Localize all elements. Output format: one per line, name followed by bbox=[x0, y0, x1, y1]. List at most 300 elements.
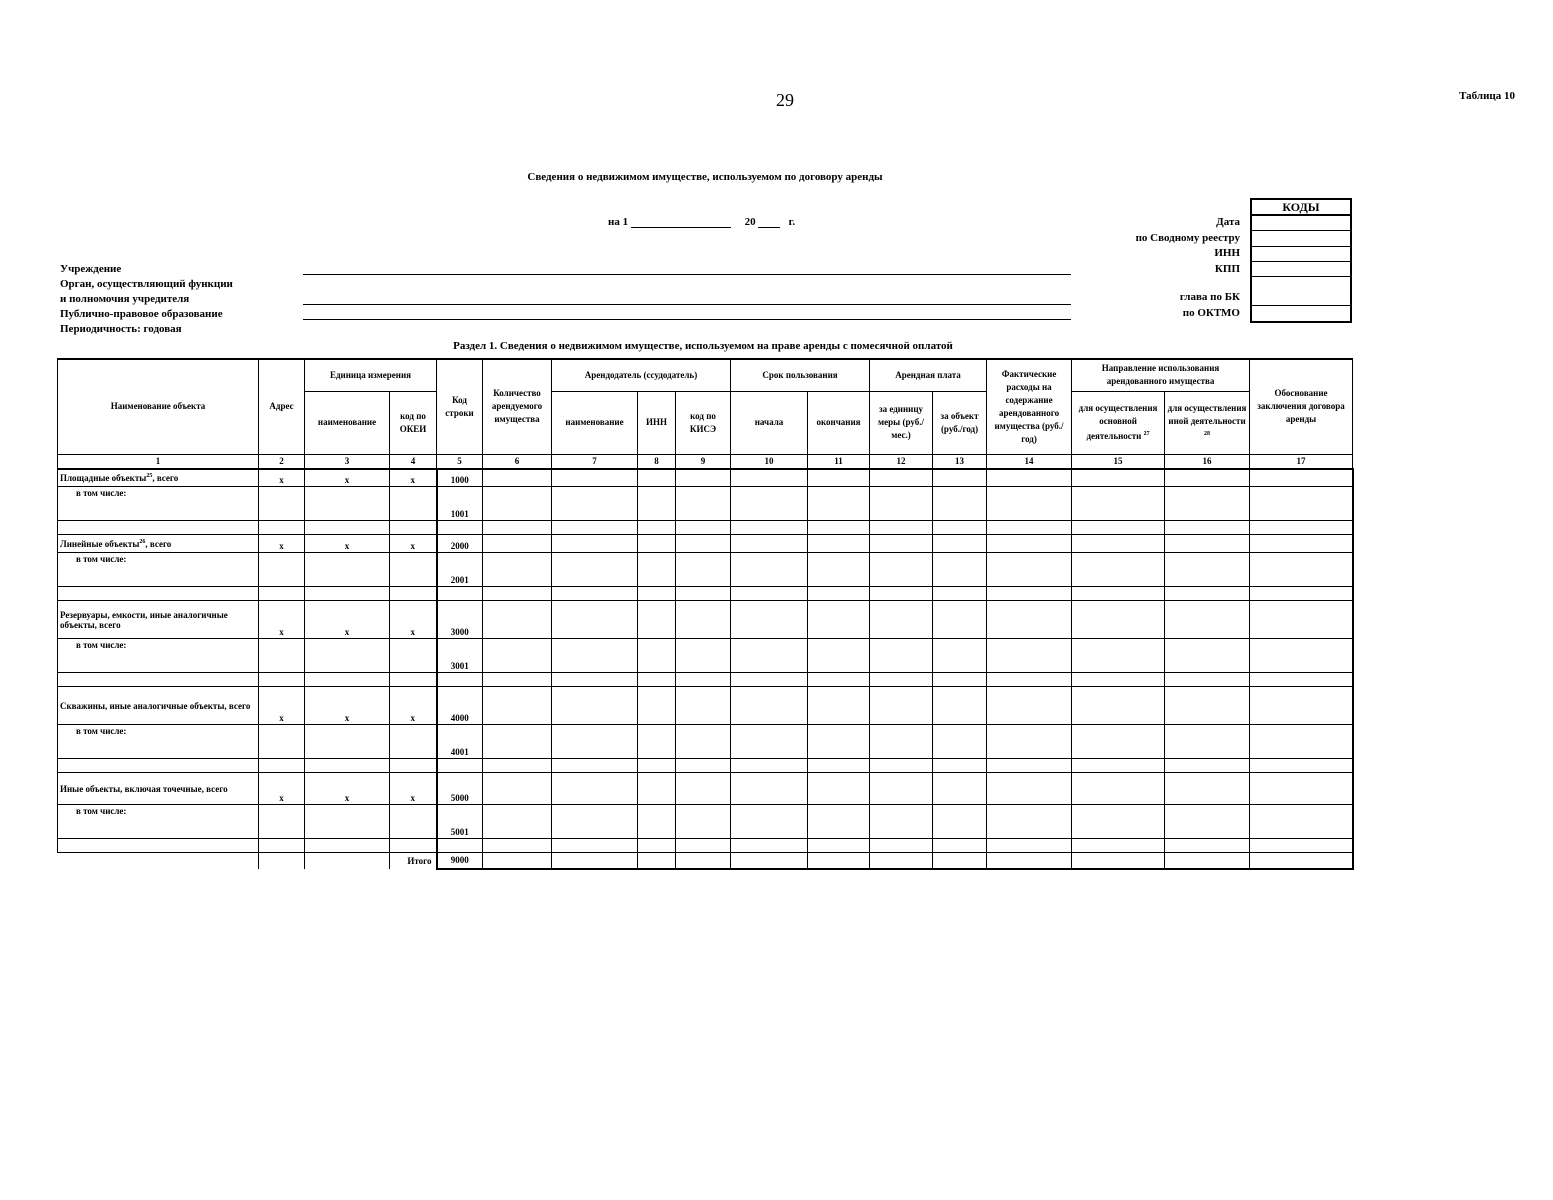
data-cell[interactable] bbox=[870, 773, 933, 805]
label-kpp: КПП bbox=[1214, 262, 1240, 275]
label-registry: по Сводному реестру bbox=[1135, 231, 1240, 244]
line-code: 1000 bbox=[437, 469, 483, 487]
line-code: 4001 bbox=[437, 725, 483, 759]
data-cell[interactable] bbox=[1250, 853, 1353, 869]
data-cell[interactable] bbox=[259, 553, 305, 587]
data-cell[interactable] bbox=[676, 535, 731, 553]
unit-name-x: x bbox=[305, 601, 390, 639]
data-cell[interactable] bbox=[870, 469, 933, 487]
data-cell[interactable] bbox=[638, 687, 676, 725]
data-cell[interactable] bbox=[870, 759, 933, 773]
data-cell[interactable] bbox=[933, 805, 987, 839]
data-cell[interactable] bbox=[638, 639, 676, 673]
data-cell[interactable] bbox=[808, 687, 870, 725]
data-cell[interactable] bbox=[305, 725, 390, 759]
data-cell[interactable] bbox=[483, 521, 552, 535]
data-cell[interactable] bbox=[1165, 853, 1250, 869]
data-cell[interactable] bbox=[1250, 553, 1353, 587]
data-cell[interactable] bbox=[933, 725, 987, 759]
data-cell[interactable] bbox=[483, 725, 552, 759]
data-cell[interactable] bbox=[1072, 853, 1165, 869]
group-name: Площадные объекты$^{25}$, всего bbox=[58, 469, 259, 487]
data-cell[interactable] bbox=[933, 853, 987, 869]
line-code: 5001 bbox=[437, 805, 483, 839]
data-cell[interactable] bbox=[1165, 553, 1250, 587]
data-cell[interactable] bbox=[933, 587, 987, 601]
data-cell[interactable] bbox=[870, 553, 933, 587]
data-cell[interactable] bbox=[933, 487, 987, 521]
data-cell[interactable] bbox=[552, 773, 638, 805]
data-cell[interactable] bbox=[676, 773, 731, 805]
data-cell[interactable] bbox=[259, 725, 305, 759]
column-number: 7 bbox=[552, 454, 638, 469]
data-cell[interactable] bbox=[731, 535, 808, 553]
data-cell[interactable] bbox=[870, 839, 933, 853]
group-row bbox=[58, 687, 1353, 725]
data-cell[interactable] bbox=[933, 521, 987, 535]
data-cell[interactable] bbox=[676, 673, 731, 687]
data-cell[interactable] bbox=[552, 853, 638, 869]
data-cell[interactable] bbox=[437, 587, 483, 601]
column-number: 13 bbox=[933, 454, 987, 469]
header-inn: ИНН bbox=[638, 391, 676, 454]
data-cell[interactable] bbox=[1072, 535, 1165, 553]
data-cell[interactable] bbox=[808, 587, 870, 601]
data-cell[interactable] bbox=[552, 487, 638, 521]
data-cell[interactable] bbox=[731, 601, 808, 639]
data-cell[interactable] bbox=[58, 673, 259, 687]
data-cell[interactable] bbox=[58, 839, 259, 853]
group-row bbox=[58, 469, 1353, 487]
data-cell[interactable] bbox=[1250, 759, 1353, 773]
data-cell[interactable] bbox=[1250, 725, 1353, 759]
code-registry-cell[interactable] bbox=[1252, 231, 1350, 247]
data-cell[interactable] bbox=[676, 853, 731, 869]
data-cell[interactable] bbox=[1072, 839, 1165, 853]
data-cell[interactable] bbox=[638, 601, 676, 639]
data-cell[interactable] bbox=[483, 469, 552, 487]
data-cell[interactable] bbox=[1072, 553, 1165, 587]
data-cell[interactable] bbox=[933, 673, 987, 687]
data-cell[interactable] bbox=[552, 469, 638, 487]
data-cell[interactable] bbox=[552, 587, 638, 601]
data-cell[interactable] bbox=[638, 553, 676, 587]
data-cell[interactable] bbox=[987, 805, 1072, 839]
data-cell[interactable] bbox=[1072, 587, 1165, 601]
data-cell[interactable] bbox=[808, 601, 870, 639]
data-cell[interactable] bbox=[259, 521, 305, 535]
data-cell[interactable] bbox=[1165, 805, 1250, 839]
subgroup-row bbox=[58, 725, 1353, 759]
data-cell[interactable] bbox=[552, 639, 638, 673]
data-cell[interactable] bbox=[305, 839, 390, 853]
data-cell[interactable] bbox=[1165, 639, 1250, 673]
data-cell[interactable] bbox=[1250, 521, 1353, 535]
data-cell[interactable] bbox=[305, 553, 390, 587]
data-cell[interactable] bbox=[1072, 601, 1165, 639]
data-cell[interactable] bbox=[676, 553, 731, 587]
data-cell[interactable] bbox=[305, 759, 390, 773]
data-cell[interactable] bbox=[1165, 535, 1250, 553]
data-cell[interactable] bbox=[305, 487, 390, 521]
address-x: x bbox=[259, 687, 305, 725]
data-cell[interactable] bbox=[259, 673, 305, 687]
header-quantity: Количество арендуемого имущества bbox=[483, 359, 552, 454]
data-cell[interactable] bbox=[1072, 639, 1165, 673]
data-cell[interactable] bbox=[870, 521, 933, 535]
lease-property-table bbox=[57, 358, 1354, 870]
data-cell[interactable] bbox=[731, 725, 808, 759]
data-cell[interactable] bbox=[731, 839, 808, 853]
data-cell[interactable] bbox=[1072, 759, 1165, 773]
data-cell[interactable] bbox=[638, 535, 676, 553]
unit-code-x: x bbox=[390, 773, 437, 805]
data-cell[interactable] bbox=[987, 469, 1072, 487]
data-cell[interactable] bbox=[731, 773, 808, 805]
data-cell[interactable] bbox=[676, 759, 731, 773]
data-cell[interactable] bbox=[933, 687, 987, 725]
data-cell[interactable] bbox=[731, 487, 808, 521]
data-cell[interactable] bbox=[1072, 487, 1165, 521]
data-cell[interactable] bbox=[483, 673, 552, 687]
data-cell[interactable] bbox=[638, 853, 676, 869]
data-cell[interactable] bbox=[808, 725, 870, 759]
data-cell[interactable] bbox=[731, 759, 808, 773]
data-cell[interactable] bbox=[808, 487, 870, 521]
group-name: Иные объекты, включая точечные, всего bbox=[58, 773, 259, 805]
data-cell[interactable] bbox=[1250, 535, 1353, 553]
data-cell[interactable] bbox=[638, 587, 676, 601]
data-cell[interactable] bbox=[1250, 487, 1353, 521]
data-cell[interactable] bbox=[987, 587, 1072, 601]
unit-code-x: x bbox=[390, 535, 437, 553]
data-cell[interactable] bbox=[987, 601, 1072, 639]
data-cell[interactable] bbox=[1250, 601, 1353, 639]
header-right-labels bbox=[1136, 215, 1240, 321]
data-cell[interactable] bbox=[987, 639, 1072, 673]
data-cell[interactable] bbox=[58, 759, 259, 773]
data-cell[interactable] bbox=[870, 535, 933, 553]
data-cell[interactable] bbox=[437, 673, 483, 687]
data-cell[interactable] bbox=[933, 759, 987, 773]
data-cell[interactable] bbox=[676, 601, 731, 639]
data-cell[interactable] bbox=[870, 639, 933, 673]
data-cell[interactable] bbox=[808, 469, 870, 487]
data-cell[interactable] bbox=[987, 535, 1072, 553]
data-cell[interactable] bbox=[987, 487, 1072, 521]
data-cell[interactable] bbox=[1165, 687, 1250, 725]
data-cell[interactable] bbox=[808, 553, 870, 587]
header-rent: Арендная плата bbox=[870, 359, 987, 391]
data-cell[interactable] bbox=[483, 687, 552, 725]
data-cell[interactable] bbox=[390, 487, 437, 521]
data-cell[interactable] bbox=[1165, 587, 1250, 601]
date-prefix: на 1 bbox=[608, 216, 629, 228]
data-cell[interactable] bbox=[483, 639, 552, 673]
data-cell[interactable] bbox=[638, 673, 676, 687]
data-cell[interactable] bbox=[58, 521, 259, 535]
line-code: 3001 bbox=[437, 639, 483, 673]
data-cell[interactable] bbox=[987, 773, 1072, 805]
subgroup-label: в том числе: bbox=[58, 487, 259, 521]
data-cell[interactable] bbox=[933, 839, 987, 853]
data-cell[interactable] bbox=[1072, 521, 1165, 535]
data-cell[interactable] bbox=[638, 521, 676, 535]
group-name: Скважины, иные аналогичные объекты, всего bbox=[58, 687, 259, 725]
data-cell[interactable] bbox=[1250, 687, 1353, 725]
data-cell[interactable] bbox=[305, 639, 390, 673]
column-number: 10 bbox=[731, 454, 808, 469]
data-cell[interactable] bbox=[1165, 773, 1250, 805]
data-cell[interactable] bbox=[676, 587, 731, 601]
data-cell[interactable] bbox=[870, 601, 933, 639]
code-budget-chapter-cell[interactable] bbox=[1252, 277, 1350, 306]
column-number: 17 bbox=[1250, 454, 1353, 469]
header-rent-object: за объект (руб./год) bbox=[933, 391, 987, 454]
data-cell[interactable] bbox=[1165, 487, 1250, 521]
line-code: 4000 bbox=[437, 687, 483, 725]
data-cell[interactable] bbox=[1072, 725, 1165, 759]
data-cell[interactable] bbox=[1250, 587, 1353, 601]
header-object-name: Наименование объекта bbox=[58, 359, 259, 454]
data-cell[interactable] bbox=[987, 759, 1072, 773]
public-entity-fill-line[interactable] bbox=[303, 319, 1071, 320]
data-cell[interactable] bbox=[987, 553, 1072, 587]
data-cell[interactable] bbox=[808, 839, 870, 853]
data-cell[interactable] bbox=[870, 805, 933, 839]
data-cell[interactable] bbox=[1072, 805, 1165, 839]
data-cell[interactable] bbox=[1165, 673, 1250, 687]
data-cell[interactable] bbox=[305, 673, 390, 687]
data-cell[interactable] bbox=[731, 639, 808, 673]
data-cell[interactable] bbox=[638, 773, 676, 805]
page-number: 29 bbox=[776, 90, 794, 110]
data-cell[interactable] bbox=[987, 521, 1072, 535]
data-cell[interactable] bbox=[437, 839, 483, 853]
line-code: 2000 bbox=[437, 535, 483, 553]
data-cell[interactable] bbox=[552, 601, 638, 639]
data-cell[interactable] bbox=[483, 487, 552, 521]
data-cell[interactable] bbox=[1250, 639, 1353, 673]
address-x: x bbox=[259, 601, 305, 639]
subgroup-row bbox=[58, 805, 1353, 839]
data-cell[interactable] bbox=[305, 521, 390, 535]
data-cell[interactable] bbox=[1072, 673, 1165, 687]
data-cell[interactable] bbox=[638, 487, 676, 521]
data-cell[interactable] bbox=[552, 759, 638, 773]
data-cell[interactable] bbox=[870, 853, 933, 869]
total-row bbox=[58, 853, 1353, 869]
data-cell[interactable] bbox=[1072, 773, 1165, 805]
data-cell[interactable] bbox=[552, 839, 638, 853]
code-inn-cell[interactable] bbox=[1252, 247, 1350, 262]
data-cell[interactable] bbox=[483, 773, 552, 805]
data-cell[interactable] bbox=[731, 687, 808, 725]
data-cell[interactable] bbox=[58, 587, 259, 601]
data-cell[interactable] bbox=[390, 805, 437, 839]
institution-fill-line[interactable] bbox=[303, 274, 1071, 275]
data-cell[interactable] bbox=[987, 687, 1072, 725]
data-cell[interactable] bbox=[933, 601, 987, 639]
data-cell[interactable] bbox=[870, 673, 933, 687]
data-cell[interactable] bbox=[638, 759, 676, 773]
label-date: Дата bbox=[1216, 216, 1240, 228]
data-cell[interactable] bbox=[676, 487, 731, 521]
data-cell[interactable] bbox=[483, 587, 552, 601]
data-cell[interactable] bbox=[1165, 521, 1250, 535]
column-number: 15 bbox=[1072, 454, 1165, 469]
data-cell[interactable] bbox=[1072, 687, 1165, 725]
data-cell[interactable] bbox=[483, 839, 552, 853]
data-cell[interactable] bbox=[870, 587, 933, 601]
data-cell[interactable] bbox=[808, 639, 870, 673]
data-cell[interactable] bbox=[638, 805, 676, 839]
data-cell[interactable] bbox=[390, 639, 437, 673]
data-cell[interactable] bbox=[808, 521, 870, 535]
code-oktmo-cell[interactable] bbox=[1252, 306, 1350, 321]
code-date-cell[interactable] bbox=[1252, 216, 1350, 231]
data-cell[interactable] bbox=[870, 725, 933, 759]
data-cell[interactable] bbox=[870, 487, 933, 521]
data-cell[interactable] bbox=[259, 639, 305, 673]
data-cell[interactable] bbox=[676, 687, 731, 725]
data-cell[interactable] bbox=[552, 805, 638, 839]
data-cell[interactable] bbox=[437, 759, 483, 773]
data-cell[interactable] bbox=[259, 805, 305, 839]
data-cell[interactable] bbox=[552, 535, 638, 553]
data-cell[interactable] bbox=[676, 469, 731, 487]
header-lessor: Арендодатель (ссудодатель) bbox=[552, 359, 731, 391]
data-cell[interactable] bbox=[483, 553, 552, 587]
date-blank[interactable] bbox=[631, 215, 731, 228]
report-date-line bbox=[608, 215, 795, 228]
data-cell[interactable] bbox=[483, 601, 552, 639]
data-cell[interactable] bbox=[676, 805, 731, 839]
data-cell[interactable] bbox=[731, 553, 808, 587]
data-cell[interactable] bbox=[731, 805, 808, 839]
data-cell[interactable] bbox=[870, 687, 933, 725]
column-number: 5 bbox=[437, 454, 483, 469]
data-cell[interactable] bbox=[259, 759, 305, 773]
data-cell[interactable] bbox=[552, 673, 638, 687]
data-cell[interactable] bbox=[808, 535, 870, 553]
data-cell[interactable] bbox=[483, 759, 552, 773]
subgroup-label: в том числе: bbox=[58, 639, 259, 673]
data-cell[interactable] bbox=[259, 839, 305, 853]
data-cell[interactable] bbox=[259, 487, 305, 521]
data-cell[interactable] bbox=[933, 535, 987, 553]
codes-header: КОДЫ bbox=[1252, 200, 1350, 216]
data-cell[interactable] bbox=[552, 687, 638, 725]
data-cell[interactable] bbox=[676, 725, 731, 759]
label-public-entity: Публично-правовое образование bbox=[60, 308, 223, 320]
data-cell[interactable] bbox=[731, 853, 808, 869]
data-cell[interactable] bbox=[808, 805, 870, 839]
header-term: Срок пользования bbox=[731, 359, 870, 391]
header-direction-other: для осуществления иной деятельности $^{28}$ bbox=[1165, 391, 1250, 454]
data-cell[interactable] bbox=[390, 673, 437, 687]
data-cell[interactable] bbox=[390, 587, 437, 601]
data-cell[interactable] bbox=[1072, 469, 1165, 487]
data-cell[interactable] bbox=[676, 839, 731, 853]
data-cell[interactable] bbox=[390, 553, 437, 587]
data-cell[interactable] bbox=[987, 725, 1072, 759]
year-prefix: 20 bbox=[744, 216, 756, 228]
data-cell[interactable] bbox=[933, 639, 987, 673]
data-cell[interactable] bbox=[638, 725, 676, 759]
unit-name-x: x bbox=[305, 469, 390, 487]
founder-fill-line[interactable] bbox=[303, 304, 1071, 305]
data-cell[interactable] bbox=[552, 521, 638, 535]
data-cell[interactable] bbox=[1250, 805, 1353, 839]
data-cell[interactable] bbox=[1250, 773, 1353, 805]
data-cell[interactable] bbox=[1165, 469, 1250, 487]
header-lessor-name: наименование bbox=[552, 391, 638, 454]
header-rent-unit: за единицу меры (руб./мес.) bbox=[870, 391, 933, 454]
unit-name-x: x bbox=[305, 535, 390, 553]
data-cell[interactable] bbox=[437, 521, 483, 535]
code-kpp-cell[interactable] bbox=[1252, 262, 1350, 277]
data-cell[interactable] bbox=[731, 673, 808, 687]
data-cell[interactable] bbox=[305, 805, 390, 839]
data-cell[interactable] bbox=[638, 839, 676, 853]
data-cell[interactable] bbox=[1250, 673, 1353, 687]
column-number: 14 bbox=[987, 454, 1072, 469]
data-cell[interactable] bbox=[676, 521, 731, 535]
data-cell[interactable] bbox=[552, 553, 638, 587]
data-cell[interactable] bbox=[731, 521, 808, 535]
data-cell[interactable] bbox=[483, 535, 552, 553]
data-cell[interactable] bbox=[1250, 839, 1353, 853]
data-cell[interactable] bbox=[933, 773, 987, 805]
unit-code-x: x bbox=[390, 469, 437, 487]
total-line-code: 9000 bbox=[437, 853, 483, 869]
data-cell[interactable] bbox=[483, 805, 552, 839]
data-cell[interactable] bbox=[731, 469, 808, 487]
data-cell[interactable] bbox=[933, 553, 987, 587]
header-term-start: начала bbox=[731, 391, 808, 454]
data-cell[interactable] bbox=[987, 839, 1072, 853]
data-cell[interactable] bbox=[808, 759, 870, 773]
data-cell[interactable] bbox=[731, 587, 808, 601]
data-cell[interactable] bbox=[390, 839, 437, 853]
subgroup-row bbox=[58, 553, 1353, 587]
data-cell[interactable] bbox=[1165, 839, 1250, 853]
data-cell[interactable] bbox=[390, 759, 437, 773]
data-cell[interactable] bbox=[933, 469, 987, 487]
data-cell[interactable] bbox=[552, 725, 638, 759]
data-cell[interactable] bbox=[1165, 725, 1250, 759]
label-oktmo: по ОКТМО bbox=[1182, 306, 1240, 319]
data-cell[interactable] bbox=[808, 773, 870, 805]
data-cell[interactable] bbox=[987, 673, 1072, 687]
data-cell[interactable] bbox=[676, 639, 731, 673]
group-name: Линейные объекты$^{26}$, всего bbox=[58, 535, 259, 553]
data-cell[interactable] bbox=[1250, 469, 1353, 487]
year-blank[interactable] bbox=[758, 215, 780, 228]
data-cell[interactable] bbox=[808, 853, 870, 869]
data-cell[interactable] bbox=[305, 587, 390, 601]
data-cell[interactable] bbox=[987, 853, 1072, 869]
data-cell[interactable] bbox=[1165, 601, 1250, 639]
data-cell[interactable] bbox=[259, 587, 305, 601]
data-cell[interactable] bbox=[808, 673, 870, 687]
data-cell[interactable] bbox=[390, 725, 437, 759]
data-cell[interactable] bbox=[1165, 759, 1250, 773]
data-cell[interactable] bbox=[638, 469, 676, 487]
data-cell[interactable] bbox=[483, 853, 552, 869]
data-cell[interactable] bbox=[390, 521, 437, 535]
